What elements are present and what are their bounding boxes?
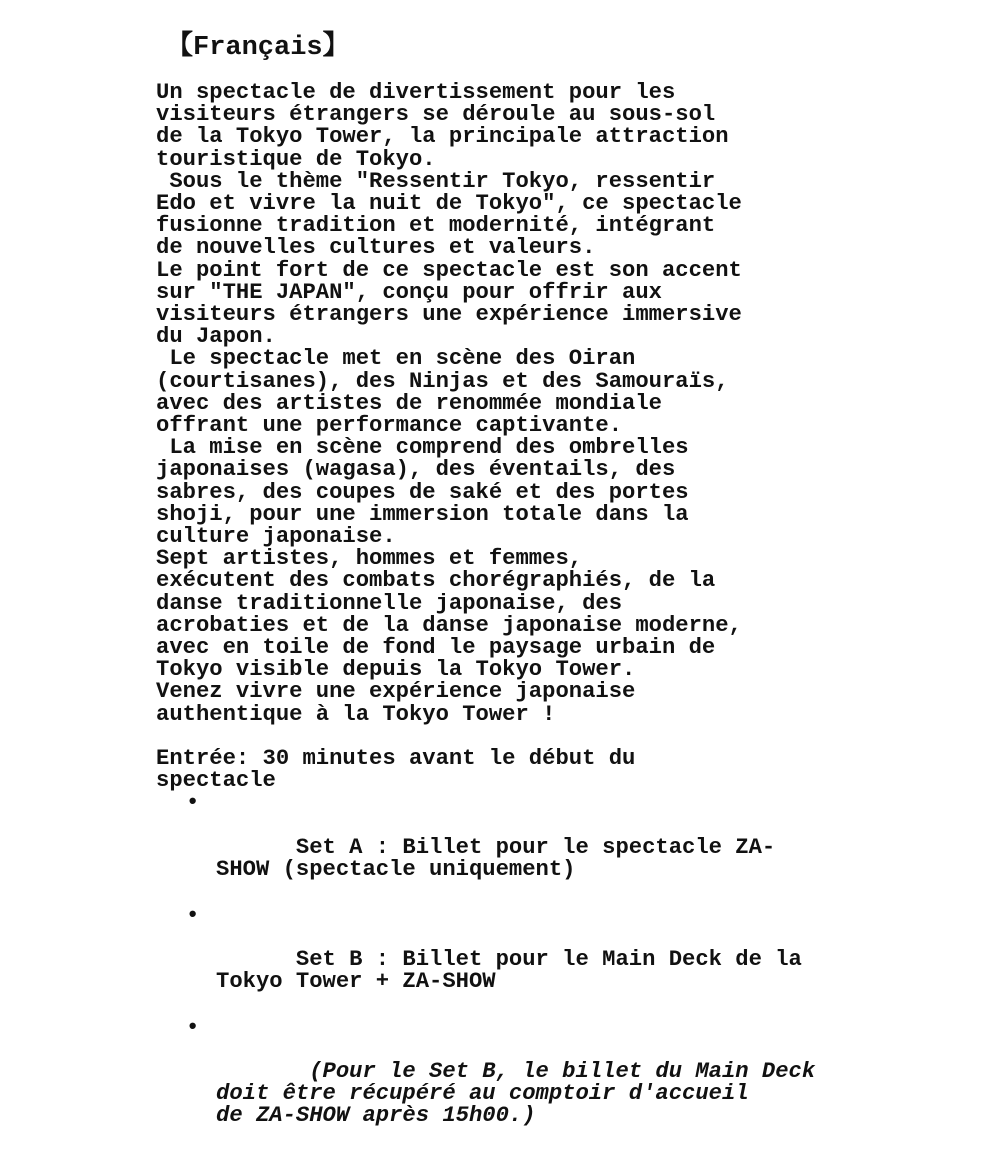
paragraph-staging: La mise en scène comprend des ombrelles japonaises (wagasa), des éventails, des sabres, des coupes de saké et des portes shoji, pour une immersion totale dans la culture japonaise. (156, 435, 689, 550)
language-heading: 【Français】 (166, 33, 350, 63)
bullet-icon: • (186, 790, 200, 816)
document-body (156, 30, 876, 1151)
spacer (156, 726, 876, 748)
ticket-set-b: Set B : Billet pour le Main Deck de la Tokyo Tower + ZA-SHOW (216, 946, 802, 995)
entry-info: Entrée: 30 minutes avant le début du spectacle (156, 746, 636, 794)
bullet-icon: • (186, 1014, 200, 1040)
paragraph-artists: Sept artistes, hommes et femmes, exécutent des combats chorégraphiés, de la danse traditionnelle japonaise, des acrobaties et de la danse japonaise moderne, avec en toile de fond le paysage urbain de Tokyo visible depuis la Tokyo Tower. (156, 546, 742, 683)
paragraph-highlight: Le point fort de ce spectacle est son accent sur "THE JAPAN", conçu pour offrir aux visiteurs étrangers une expérience immersive du Japon. (156, 257, 742, 350)
paragraph-theme: Sous le thème "Ressentir Tokyo, ressentir Edo et vivre la nuit de Tokyo", ce spectacle fusionne tradition et modernité, intégrant de nouvelles cultures et valeurs. (156, 168, 742, 261)
ticket-list (156, 792, 876, 1149)
list-item (156, 792, 876, 903)
list-item (156, 902, 876, 1016)
list-item (156, 1014, 876, 1150)
paragraph-performers: Le spectacle met en scène des Oiran (courtisanes), des Ninjas et des Samouraïs, avec des artistes de renommée mondiale offrant une performance captivante. (156, 346, 729, 439)
bullet-icon: • (186, 902, 200, 928)
paragraph-invitation: Venez vivre une expérience japonaise authentique à la Tokyo Tower ! (156, 679, 636, 727)
set-b-note: (Pour le Set B, le billet du Main Deck doit être récupéré au comptoir d'accueil de ZA-SHOW après 15h00.) (216, 1058, 816, 1129)
ticket-set-a: Set A : Billet pour le spectacle ZA- SHOW (spectacle uniquement) (216, 834, 776, 883)
paragraph-intro: Un spectacle de divertissement pour les visiteurs étrangers se déroule au sous-sol de la Tokyo Tower, la principale attraction touristique de Tokyo. (156, 80, 729, 172)
